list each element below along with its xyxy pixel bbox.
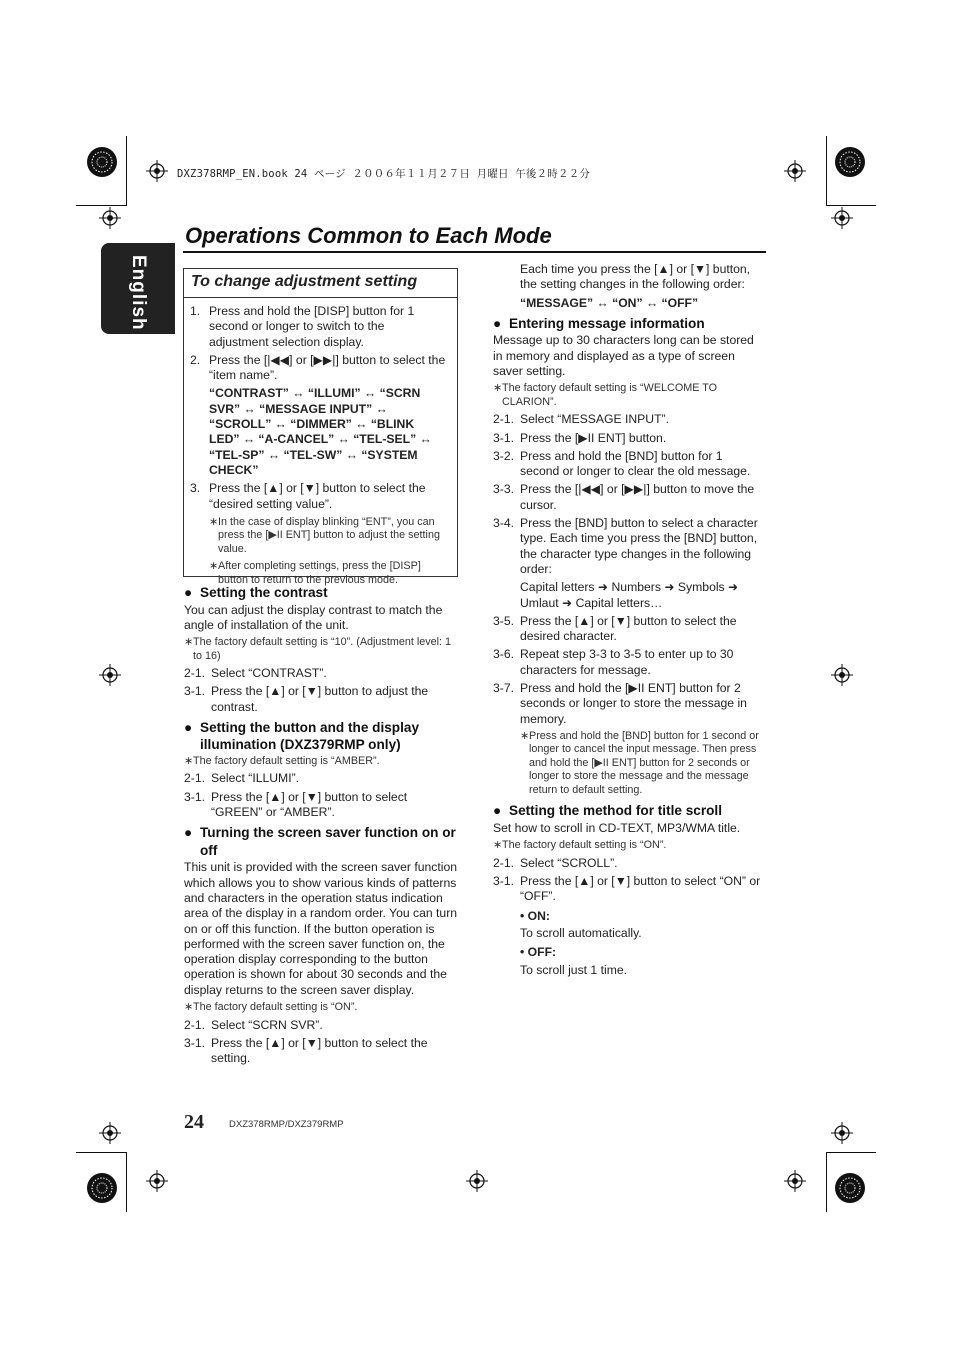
crosshair-mark-right-lower [831, 1122, 853, 1144]
message-step-3-3 [493, 482, 765, 513]
box-step-3 [190, 481, 447, 512]
title-scroll-step-3-1 [493, 874, 765, 905]
step-text: Repeat step 3-3 to 3-5 to enter up to 30 characters for message. [520, 647, 734, 677]
step-text: Press the [▲] or [▼] button to adjust the contrast. [211, 684, 429, 714]
crosshair-mark-right-upper [831, 207, 853, 229]
contrast-heading-text: Setting the contrast [200, 585, 328, 600]
title-scroll-note-text: The factory default setting is “ON”. [502, 839, 667, 852]
note-asterisk-icon: ∗ [209, 515, 219, 528]
step-text: Select “SCROLL”. [520, 855, 618, 870]
message-note [493, 382, 765, 409]
step-text: Press the [▲] or [▼] button to select “ON” or “OFF”. [520, 874, 761, 904]
note-asterisk-icon: ∗ [493, 839, 503, 852]
box-step-1-number: 1. [190, 304, 201, 318]
step-number: 3-3. [493, 482, 515, 497]
message-body: Message up to 30 characters long can be stored in memory and displayed as a type of screen saver setting. [493, 333, 754, 378]
step-text: Select “ILLUMI”. [211, 771, 300, 786]
language-side-tab [101, 243, 175, 334]
contrast-step-1 [184, 666, 458, 681]
title-scroll-step-2-1 [493, 856, 765, 871]
contrast-note-text: The factory default setting is “10”. (Adjustment level: 1 to 16) [193, 636, 452, 662]
box-step-2 [190, 353, 447, 384]
bullet-icon: ● [493, 803, 502, 819]
screen-saver-order: “MESSAGE” ↔ “ON” ↔ “OFF” [520, 295, 699, 310]
section-heading-screen-saver [184, 824, 458, 859]
crosshair-mark-bottom-left [146, 1170, 168, 1192]
step-number: 2-1. [184, 1017, 206, 1032]
step-number: 3-1. [493, 874, 515, 889]
option-off-description: To scroll just 1 time. [520, 962, 628, 977]
message-note-text: The factory default setting is “WELCOME TO CLARION”. [502, 382, 718, 408]
language-tab-label: English [128, 255, 149, 331]
step-text: Press the [BND] button to select a character type. Each time you press the [BND] button, the character type changes in the following order: [520, 516, 758, 576]
step-number: 3-1. [184, 684, 206, 699]
screen-saver-step-2 [184, 1036, 458, 1067]
left-column [184, 584, 458, 1066]
box-note-1 [190, 516, 447, 557]
box-item-name-list: “CONTRAST” ↔ “ILLUMI” ↔ “SCRN SVR” ↔ “MESSAGE INPUT” ↔ “SCROLL” ↔ “DIMMER” ↔ “BLINK LED” ↔ “A-CANCEL” ↔ “TEL-SEL” ↔ “TEL-SP” ↔ “TEL-SW” ↔ “SYSTEM CHECK” [209, 386, 432, 477]
registration-wheel-bottom-right [834, 1172, 866, 1204]
step-number: 3-6. [493, 647, 515, 662]
step-number: 3-4. [493, 516, 515, 531]
message-step-3-7-note [493, 730, 765, 798]
title-scroll-note [493, 839, 765, 853]
illumination-note [184, 755, 458, 769]
step-number: 3-1. [184, 1035, 206, 1050]
contrast-step-2 [184, 684, 458, 715]
bullet-icon: ● [184, 719, 193, 735]
screen-saver-body: This unit is provided with the screen saver function which allows you to show various kinds of patterns and characters in the operation status indication area of the display in a random order. You can turn on or off this function. If the button operation is performed with the screen saver function on, the operation display corresponding to the button operation is shown for about 30 seconds and the display returns to the screen saver display. [184, 860, 458, 997]
step-number: 2-1. [184, 771, 206, 786]
screen-saver-note-text: The factory default setting is “ON”. [193, 1001, 358, 1014]
step-text: Press the [▲] or [▼] button to select the setting. [211, 1035, 428, 1066]
message-step-3-4 [493, 516, 765, 577]
crosshair-mark-right-middle [831, 664, 853, 686]
contrast-body: You can adjust the display contrast to match the angle of installation of the unit. [184, 602, 443, 632]
box-note-2-text: After completing settings, press the [DISP] button to return to the previous mode. [218, 560, 421, 586]
box-step-1 [190, 304, 447, 350]
screen-saver-heading-text: Turning the screen saver function on or off [200, 825, 456, 858]
step-number: 3-1. [493, 430, 515, 445]
page-number: 24 [184, 1111, 204, 1133]
section-heading-illumination [184, 719, 458, 754]
option-off-label: • OFF: [520, 945, 557, 960]
note-asterisk-icon: ∗ [209, 560, 219, 573]
step-text: Select “SCRN SVR”. [211, 1017, 323, 1032]
bullet-icon: ● [184, 825, 193, 841]
message-step-2-1 [493, 412, 765, 427]
note-asterisk-icon: ∗ [520, 729, 530, 742]
step-text: Press the [▶II ENT] button. [520, 430, 667, 445]
step-number: 2-1. [493, 412, 515, 427]
box-step-2-number: 2. [190, 352, 201, 367]
step-text: Select “CONTRAST”. [211, 666, 327, 681]
note-asterisk-icon: ∗ [493, 382, 503, 395]
box-step-2-text: Press the [|◀◀] or [▶▶|] button to select the “item name”. [209, 352, 446, 383]
option-on-label: • ON: [520, 908, 550, 923]
step-number: 2-1. [184, 666, 206, 681]
illumination-step-2 [184, 790, 458, 821]
registration-wheel-top-left [86, 146, 118, 178]
box-note-1-text: In the case of display blinking “ENT”, you can press the [▶II ENT] button to adjust the setting value. [218, 515, 440, 555]
bullet-icon: ● [184, 585, 193, 600]
bullet-icon: ● [493, 315, 502, 331]
box-step-1-text: Press and hold the [DISP] button for 1 second or longer to switch to the adjustment selection display. [209, 304, 415, 349]
adjustment-setting-box [183, 268, 458, 586]
section-heading-message [493, 315, 765, 333]
section-heading-title-scroll [493, 802, 765, 820]
screen-saver-order-intro: Each time you press the [▲] or [▼] button, the setting changes in the following order: [520, 262, 751, 292]
registration-wheel-bottom-left [86, 1172, 118, 1204]
crosshair-mark-left-middle [99, 664, 121, 686]
step-text: Press the [▲] or [▼] button to select the desired character. [520, 613, 737, 644]
registration-wheel-top-right [834, 146, 866, 178]
step-number: 3-2. [493, 448, 515, 463]
model-footer: DXZ378RMP/DXZ379RMP [229, 1119, 344, 1130]
box-step-3-number: 3. [190, 481, 201, 496]
message-step-3-6 [493, 647, 765, 678]
step-text: Select “MESSAGE INPUT”. [520, 412, 669, 427]
step-number: 3-7. [493, 681, 515, 696]
illumination-step-1 [184, 771, 458, 786]
box-heading: To change adjustment setting [184, 269, 457, 298]
screen-saver-step-1 [184, 1018, 458, 1033]
note-asterisk-icon: ∗ [184, 636, 194, 649]
page-title: Operations Common to Each Mode [185, 223, 552, 248]
step-number: 3-1. [184, 789, 206, 804]
option-on-description: To scroll automatically. [520, 925, 642, 940]
step-text: Press and hold the [▶II ENT] button for 2 seconds or longer to store the message in memory. [520, 681, 747, 726]
contrast-note [184, 636, 458, 663]
step-number: 2-1. [493, 855, 515, 870]
title-scroll-body: Set how to scroll in CD-TEXT, MP3/WMA title. [493, 820, 741, 835]
step-text: Press the [|◀◀] or [▶▶|] button to move the cursor. [520, 482, 755, 512]
message-heading-text: Entering message information [509, 315, 705, 331]
crosshair-mark-left-lower [99, 1122, 121, 1144]
message-step-3-2 [493, 449, 765, 480]
title-underline [183, 251, 766, 253]
note-asterisk-icon: ∗ [184, 754, 194, 767]
crosshair-mark-bottom-center [466, 1170, 488, 1192]
book-file-header: DXZ378RMP_EN.book 24 ページ ２００６年１１月２７日 月曜日 午後２時２２分 [177, 168, 591, 180]
message-step-3-5 [493, 614, 765, 645]
crosshair-mark-top-right [784, 160, 806, 182]
screen-saver-note [184, 1001, 458, 1015]
crosshair-mark-left-upper [99, 207, 121, 229]
illumination-heading-text: Setting the button and the display illumination (DXZ379RMP only) [200, 719, 420, 753]
step-number: 3-5. [493, 613, 515, 628]
title-scroll-heading-text: Setting the method for title scroll [509, 803, 722, 819]
step-text: Press the [▲] or [▼] button to select “GREEN” or “AMBER”. [211, 789, 408, 820]
note-asterisk-icon: ∗ [184, 1001, 194, 1014]
message-step-3-7-note-text: Press and hold the [BND] button for 1 second or longer to cancel the input message. Then press and hold the [▶II ENT] button for 2 seconds or longer to store the message and the message return to default setting. [529, 729, 759, 796]
crosshair-mark-top-left [146, 160, 168, 182]
box-step-3-text: Press the [▲] or [▼] button to select the “desired setting value”. [209, 481, 426, 511]
illumination-note-text: The factory default setting is “AMBER”. [193, 754, 380, 767]
message-step-3-7 [493, 681, 765, 727]
message-step-3-1 [493, 431, 765, 446]
crosshair-mark-bottom-right [784, 1170, 806, 1192]
section-heading-contrast [184, 584, 458, 602]
right-column [493, 262, 765, 978]
step-text: Press and hold the [BND] button for 1 second or longer to clear the old message. [520, 448, 751, 479]
character-type-order: Capital letters ➜ Numbers ➜ Symbols ➜ Umlaut ➜ Capital letters… [520, 580, 739, 610]
